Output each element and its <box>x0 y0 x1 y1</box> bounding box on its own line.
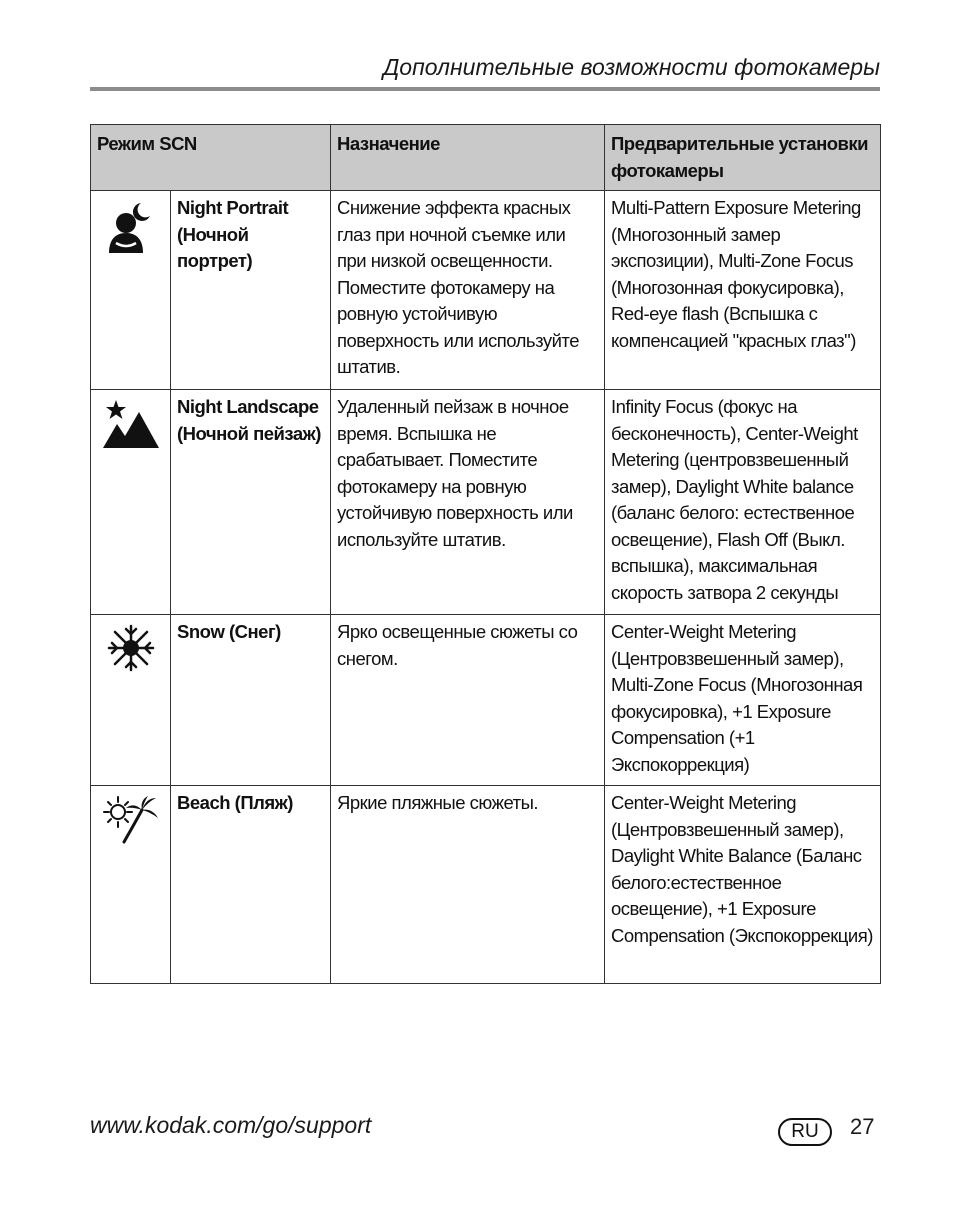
mode-purpose: Удаленный пейзаж в ночное время. Вспышка не срабатывает. Поместите фотокамеру на ровную устойчивую поверхность или используйте штатив. <box>331 390 605 615</box>
mode-name: Snow (Снег) <box>171 615 331 786</box>
snow-icon <box>106 656 156 677</box>
icon-cell <box>91 786 171 984</box>
column-header-mode: Режим SCN <box>91 125 331 191</box>
page-number: 27 <box>850 1114 875 1139</box>
night-portrait-icon <box>103 240 159 261</box>
table-row <box>91 191 881 390</box>
beach-icon <box>102 827 160 848</box>
column-header-settings: Предварительные установки фотокамеры <box>605 125 881 191</box>
icon-cell <box>91 191 171 390</box>
mode-name: Beach (Пляж) <box>171 786 331 984</box>
icon-cell <box>91 390 171 615</box>
mode-purpose: Ярко освещенные сюжеты со снегом. <box>331 615 605 786</box>
mode-settings: Center-Weight Metering (Центровзвешенный замер), Daylight White Balance (Баланс белого:естественное освещение), +1 Exposure Compensation (Экспокоррекция) <box>605 786 881 984</box>
column-header-purpose: Назначение <box>331 125 605 191</box>
scn-modes-table <box>90 124 881 984</box>
mode-settings: Multi-Pattern Exposure Metering (Многозонный замер экспозиции), Multi-Zone Focus (Многозонная фокусировка), Red-eye flash (Вспышка с компенсацией "красных глаз") <box>605 191 881 390</box>
table-row <box>91 390 881 615</box>
mode-name: Night Portrait (Ночной портрет) <box>171 191 331 390</box>
mode-settings: Center-Weight Metering (Центровзвешенный замер), Multi-Zone Focus (Многозонная фокусировка), +1 Exposure Compensation (+1 Экспокоррекция) <box>605 615 881 786</box>
table-row <box>91 786 881 984</box>
mode-purpose: Яркие пляжные сюжеты. <box>331 786 605 984</box>
mode-name: Night Landscape (Ночной пейзаж) <box>171 390 331 615</box>
icon-cell <box>91 615 171 786</box>
header-divider <box>90 87 880 91</box>
support-url: www.kodak.com/go/support <box>90 1112 372 1138</box>
language-badge: RU <box>778 1118 832 1146</box>
page-header-title: Дополнительные возможности фотокамеры <box>383 54 880 80</box>
table-header-row <box>91 125 881 191</box>
night-landscape-icon <box>101 433 161 454</box>
table-row <box>91 615 881 786</box>
mode-settings: Infinity Focus (фокус на бесконечность), Center-Weight Metering (центровзвешенный замер), Daylight White balance (баланс белого: естественное освещение), Flash Off (Выкл. вспышка), максимальная скорость затвора 2 секунды <box>605 390 881 615</box>
mode-purpose: Снижение эффекта красных глаз при ночной съемке или при низкой освещенности. Поместите фотокамеру на ровную устойчивую поверхность или используйте штатив. <box>331 191 605 390</box>
